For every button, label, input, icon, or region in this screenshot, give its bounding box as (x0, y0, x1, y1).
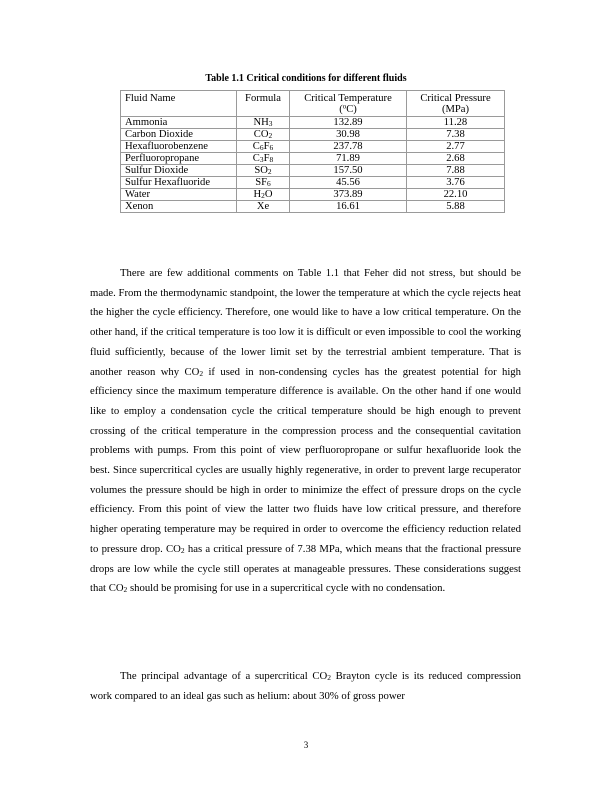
subscript: 2 (327, 673, 331, 683)
cell-formula: $H_2O$ (237, 189, 290, 201)
cell-critical-pressure: 7.88 (407, 165, 505, 177)
header-pressure-label: Critical Pressure (420, 93, 491, 104)
cell-formula: $NH_3$ (237, 117, 290, 129)
cell-critical-temperature: 30.98 (290, 129, 407, 141)
cell-fluid-name: Carbon Dioxide (121, 129, 237, 141)
unit-celsius: C) (346, 104, 357, 115)
header-critical-temperature (290, 91, 407, 117)
cell-critical-pressure: 2.68 (407, 153, 505, 165)
table-row (121, 201, 505, 213)
header-critical-pressure (407, 91, 505, 117)
critical-conditions-table (120, 90, 505, 213)
cell-fluid-name: Ammonia (121, 117, 237, 129)
header-formula: Formula (237, 91, 290, 117)
cell-critical-pressure: 5.88 (407, 201, 505, 213)
subscript: 2 (261, 191, 265, 201)
subscript: 8 (269, 155, 274, 165)
unit-paren: ( (339, 104, 343, 115)
header-pressure-unit: (MPa) (441, 104, 470, 115)
header-temperature-unit (339, 104, 357, 115)
header-fluid-name: Fluid Name (121, 91, 237, 117)
table-row (121, 153, 505, 165)
cell-fluid-name: Xenon (121, 201, 237, 213)
cell-critical-temperature: 71.89 (290, 153, 407, 165)
table-row (121, 165, 505, 177)
subscript: 2 (268, 131, 273, 141)
cell-critical-pressure: 2.77 (407, 141, 505, 153)
cell-critical-pressure: 11.28 (407, 117, 505, 129)
subscript: 6 (269, 143, 274, 153)
subscript: 3 (268, 119, 273, 129)
table-caption: Table 1.1 Critical conditions for different fluids (205, 73, 407, 84)
cell-critical-temperature: 16.61 (290, 201, 407, 213)
table-header-row (121, 91, 505, 117)
subscript: 6 (259, 143, 264, 153)
subscript: 2 (267, 167, 272, 177)
subscript: 3 (259, 155, 264, 165)
cell-formula: $CO_2$ (237, 129, 290, 141)
cell-critical-temperature: 373.89 (290, 189, 407, 201)
cell-critical-temperature: 237.78 (290, 141, 407, 153)
cell-formula: $SO_2$ (237, 165, 290, 177)
cell-fluid-name: Hexafluorobenzene (121, 141, 237, 153)
body-paragraph-1 (90, 264, 521, 599)
degree-symbol: o (342, 103, 347, 111)
cell-critical-temperature: 45.56 (290, 177, 407, 189)
cell-critical-pressure: 7.38 (407, 129, 505, 141)
header-temperature-label: Critical Temperature (304, 93, 392, 104)
table-row (121, 177, 505, 189)
table-row (121, 141, 505, 153)
cell-fluid-name: Sulfur Hexafluoride (121, 177, 237, 189)
cell-formula: $SF_6$ (237, 177, 290, 189)
cell-critical-pressure: 22.10 (407, 189, 505, 201)
subscript: 2 (123, 585, 128, 595)
paragraph-text: The principal advantage of a supercritical $CO_2$ Brayton cycle is its reduced compression work compared to an ideal gas such as helium: about 30% of gross power (90, 670, 521, 702)
cell-fluid-name: Water (121, 189, 237, 201)
cell-critical-temperature: 132.89 (290, 117, 407, 129)
subscript: 2 (180, 545, 185, 555)
table-row (121, 117, 505, 129)
cell-critical-pressure: 3.76 (407, 177, 505, 189)
cell-fluid-name: Perfluoropropane (121, 153, 237, 165)
table-body (121, 117, 505, 213)
subscript: 6 (267, 179, 271, 189)
cell-formula: $C_6F_6$ (237, 141, 290, 153)
table-row (121, 129, 505, 141)
body-paragraph-2 (90, 667, 521, 706)
subscript: 2 (199, 368, 204, 378)
paragraph-text: There are few additional comments on Table 1.1 that Feher did not stress, but should be made. From the thermodynamic standpoint, the lower the temperature at which the cycle rejects heat the higher the cycle efficiency. Therefore, one would like to have a low critical temperature. On the other hand, if the critical temperature is too low it is difficult or even impossible to cool the working fluid sufficiently, because of the lower limit set by the terrestrial ambient temperature. That is another reason why $CO_2$ if used in non-condensing cycles has the greatest potential for high efficiency since the maximum temperature difference is available. On the other hand if one would like to employ a condensation cycle the critical temperature should be high enough to prevent crossing of the critical temperature in the compression process and the consequential cavitation problems with pumps. From this point of view perfluoropropane or sulfur hexafluoride look the best. Since supercritical cycles are usually highly regenerative, in order to prevent large recuperator volumes the pressure should be high in order to minimize the effect of pressure drops on the cycle efficiency. From this point of view the latter two fluids have low critical pressure, and therefore higher operating temperature may be required in order to overcome the efficiency reduction related to pressure drop. $CO_2$ has a critical pressure of 7.38 MPa, which means that the fractional pressure drops are low while the cycle still operates at manageable pressures. These considerations suggest that $CO_2$ should be promising for use in a supercritical cycle with no condensation. (90, 267, 521, 595)
cell-fluid-name: Sulfur Dioxide (121, 165, 237, 177)
cell-critical-temperature: 157.50 (290, 165, 407, 177)
table-row (121, 189, 505, 201)
cell-formula: $C_3F_8$ (237, 153, 290, 165)
page-number: 3 (303, 740, 309, 750)
cell-formula: Xe (237, 201, 290, 213)
